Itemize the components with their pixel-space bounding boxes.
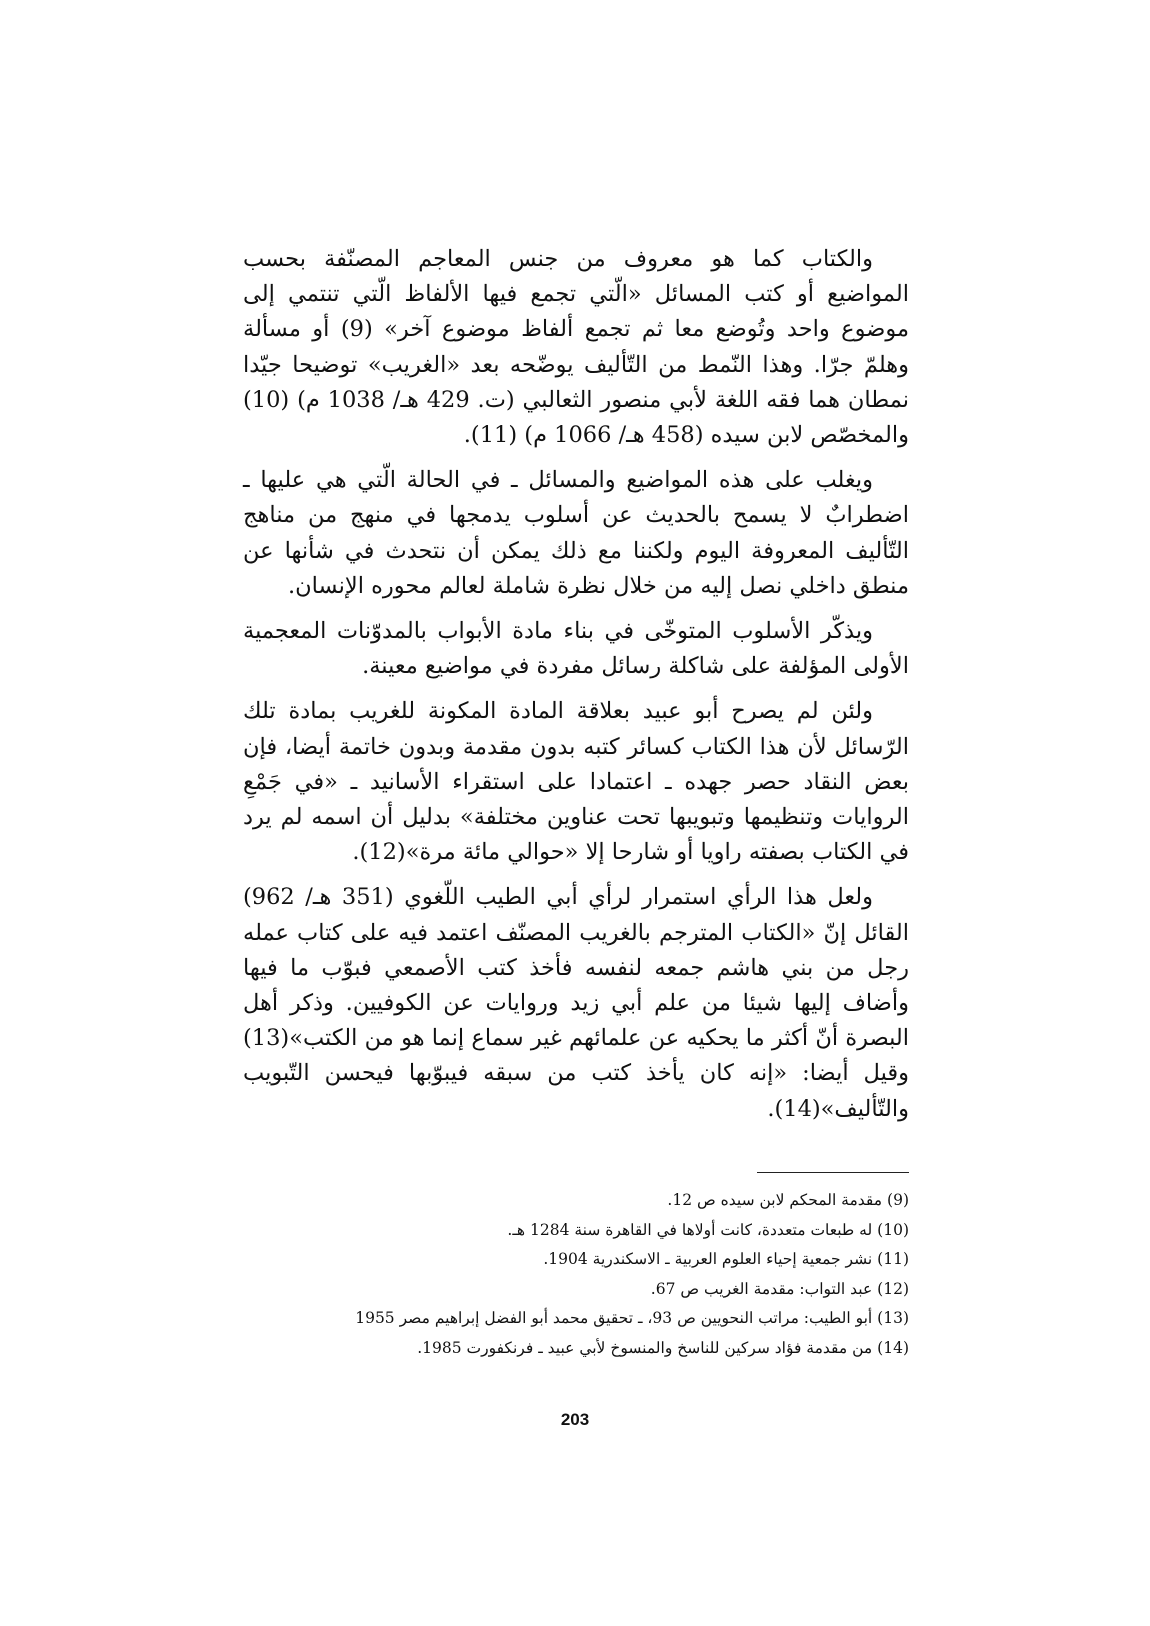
footnote-12: (12) عبد التواب: مقدمة الغريب ص 67. — [650, 1279, 909, 1298]
paragraph-2: ويغلب على هذه المواضيع والمسائل ـ في الحالة الّتي هي عليها ـ اضطرابٌ لا يسمح بالحديث عن أسلوب يدمجها في منهج من مناهج التّأليف المعروفة اليوم ولكننا مع ذلك يمكن أن نتحدث في شأنها عن منطق داخلي نصل إليه من خلال نظرة شاملة لعالم محوره الإنسان. — [243, 467, 909, 599]
page-number: 203 — [560, 1410, 590, 1429]
footnote-10: (10) له طبعات متعددة، كانت أولاها في القاهرة سنة 1284 هـ. — [507, 1220, 909, 1239]
paragraph-3: ويذكّر الأسلوب المتوخّى في بناء مادة الأبواب بالمدوّنات المعجمية الأولى المؤلفة على شاكلة رسائل مفردة في مواضيع معينة. — [243, 618, 909, 680]
paragraph-4: ولئن لم يصرح أبو عبيد بعلاقة المادة المكونة للغريب بمادة تلك الرّسائل لأن هذا الكتاب كسائر كتبه بدون مقدمة وبدون خاتمة أيضا، فإن بعض النقاد حصر جهده ـ اعتمادا على استقراء الأسانيد ـ «في جَمْعِ الروايات وتنظيمها وتبويبها تحت عناوين مختلفة» بدليل أن اسمه لم يرد في الكتاب بصفته راويا أو شارحا إلا «حوالي مائة مرة»(12). — [243, 698, 909, 866]
paragraph-5: ولعل هذا الرأي استمرار لرأي أبي الطيب اللّغوي (351 هـ/ 962) القائل إنّ «الكتاب المترجم بالغريب المصنّف اعتمد فيه على كتاب عمله رجل من بني هاشم جمعه لنفسه فأخذ كتب الأصمعي فبوّب ما فيها وأضاف إليها شيئا من علم أبي زيد وروايات عن الكوفيين. وذكر أهل البصرة أنّ أكثر ما يحكيه عن علمائهم غير سماع إنما هو من الكتب»(13) وقيل أيضا: «إنه كان يأخذ كتب من سبقه فيبوّبها فيحسن التّبويب والتّأليف»(14). — [243, 884, 909, 1122]
main-text — [243, 242, 909, 1137]
footnotes-list — [243, 1186, 909, 1363]
footnote-14: (14) من مقدمة فؤاد سركين للناسخ والمنسوخ لأبي عبيد ـ فرنكفورت 1985. — [417, 1338, 909, 1357]
paragraph-1: والكتاب كما هو معروف من جنس المعاجم المصنّفة بحسب المواضيع أو كتب المسائل «الّتي تجمع فيها الألفاظ الّتي تنتمي إلى موضوع واحد وتُوضع معا ثم تجمع ألفاظ موضوع آخر» (9) أو مسألة وهلمّ جرّا. وهذا النّمط من التّأليف يوضّحه بعد «الغريب» توضيحا جيّدا نمطان هما فقه اللغة لأبي منصور الثعالبي (ت. 429 هـ/ 1038 م) (10) والمخصّص لابن سيده (458 هـ/ 1066 م) (11). — [243, 246, 910, 449]
footnote-9: (9) مقدمة المحكم لابن سيده ص 12. — [667, 1191, 909, 1209]
footnote-11: (11) نشر جمعية إحياء العلوم العربية ـ الاسكندرية 1904. — [543, 1250, 909, 1268]
footnote-13: (13) أبو الطيب: مراتب النحويين ص 93، ـ تحقيق محمد أبو الفضل إبراهيم مصر 1955 — [355, 1309, 909, 1327]
footnote-divider — [757, 1172, 909, 1173]
